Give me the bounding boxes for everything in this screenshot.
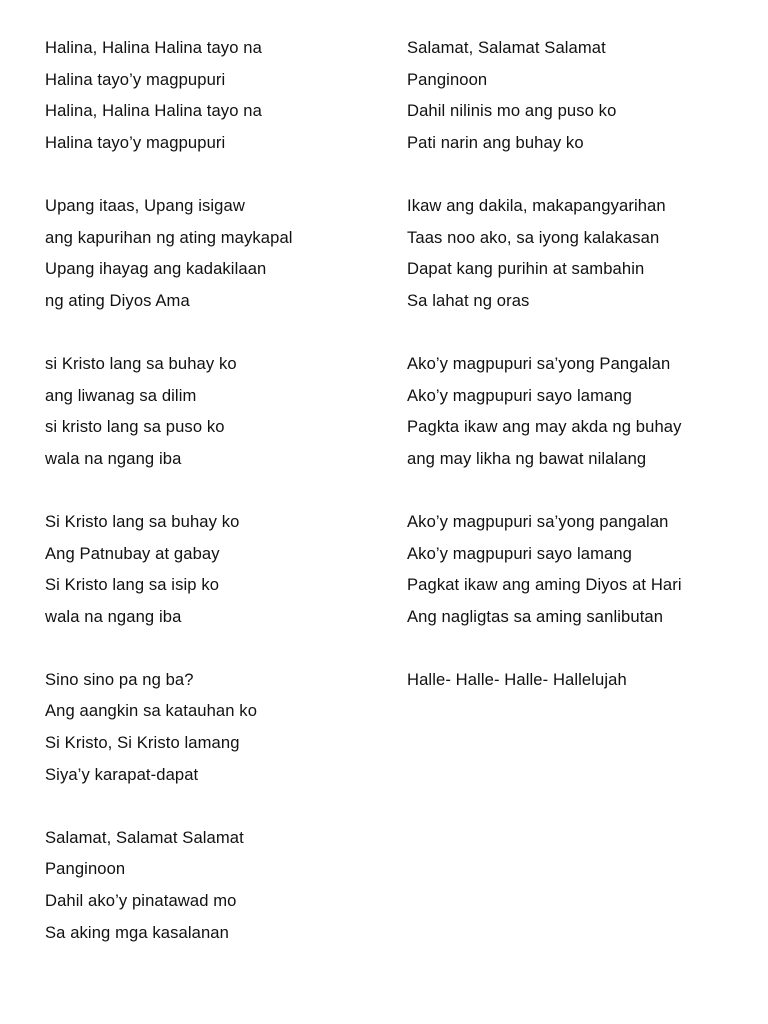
lyric-line: ang kapurihan ng ating maykapal [45, 227, 293, 247]
lyric-line: Salamat, Salamat Salamat [45, 827, 244, 847]
lyric-line: Panginoon [407, 69, 488, 89]
lyric-line: Ang Patnubay at gabay [45, 543, 220, 563]
lyric-line: Pagkta ikaw ang may akda ng buhay [407, 417, 682, 437]
lyric-line: ang may likha ng bawat nilalang [407, 448, 647, 468]
lyric-line: Dapat kang purihin at sambahin [407, 259, 645, 279]
lyric-line: Si Kristo lang sa buhay ko [45, 511, 240, 531]
lyric-line: Dahil nilinis mo ang puso ko [407, 101, 617, 121]
lyric-line: Ako’y magpupuri sayo lamang [407, 385, 632, 405]
lyric-line: Si Kristo, Si Kristo lamang [45, 733, 240, 753]
lyric-line: Salamat, Salamat Salamat [407, 38, 606, 57]
lyrics-stanza [45, 664, 385, 790]
lyric-line: Ako’y magpupuri sa’yong Pangalan [407, 353, 671, 373]
lyric-line: si kristo lang sa puso ko [45, 417, 225, 437]
lyrics-stanza [45, 506, 385, 632]
lyrics-stanza [407, 664, 747, 696]
lyric-line: Panginoon [45, 859, 126, 879]
lyrics-stanza [45, 190, 385, 316]
lyric-line: Ang nagligtas sa aming sanlibutan [407, 606, 664, 626]
lyric-line: wala na ngang iba [45, 606, 182, 626]
lyric-line: ng ating Diyos Ama [45, 290, 190, 310]
lyric-line: si Kristo lang sa buhay ko [45, 353, 237, 373]
lyric-line: Taas noo ako, sa iyong kalakasan [407, 227, 660, 247]
right-lyrics-column [407, 32, 747, 727]
left-lyrics-column [45, 32, 385, 980]
lyric-line: Halina, Halina Halina tayo na [45, 38, 262, 57]
lyrics-stanza [45, 822, 385, 948]
lyric-line: Dahil ako’y pinatawad mo [45, 891, 237, 911]
lyric-line: Halle- Halle- Halle- Hallelujah [407, 669, 627, 689]
lyric-line: Halina tayo’y magpupuri [45, 132, 226, 152]
lyric-line: Ang aangkin sa katauhan ko [45, 701, 258, 721]
lyric-line: Sino sino pa ng ba? [45, 669, 194, 689]
lyrics-stanza [45, 32, 385, 158]
lyric-line: Siya’y karapat-dapat [45, 764, 199, 784]
lyrics-stanza [407, 348, 747, 474]
lyric-line: Ikaw ang dakila, makapangyarihan [407, 195, 666, 215]
lyric-line: Sa lahat ng oras [407, 290, 530, 310]
lyrics-stanza [407, 190, 747, 316]
lyric-line: Pati narin ang buhay ko [407, 132, 584, 152]
lyric-line: Si Kristo lang sa isip ko [45, 575, 220, 595]
lyric-line: Ako’y magpupuri sa’yong pangalan [407, 511, 669, 531]
lyric-line: Halina, Halina Halina tayo na [45, 101, 262, 121]
lyric-line: ang liwanag sa dilim [45, 385, 197, 405]
lyrics-stanza [45, 348, 385, 474]
lyric-line: Sa aking mga kasalanan [45, 922, 229, 942]
lyric-line: wala na ngang iba [45, 448, 182, 468]
lyrics-stanza [407, 32, 747, 158]
lyrics-stanza [407, 506, 747, 632]
lyric-line: Halina tayo’y magpupuri [45, 69, 226, 89]
lyric-line: Pagkat ikaw ang aming Diyos at Hari [407, 575, 682, 595]
lyric-line: Upang itaas, Upang isigaw [45, 195, 245, 215]
lyric-line: Upang ihayag ang kadakilaan [45, 259, 267, 279]
lyric-line: Ako’y magpupuri sayo lamang [407, 543, 632, 563]
